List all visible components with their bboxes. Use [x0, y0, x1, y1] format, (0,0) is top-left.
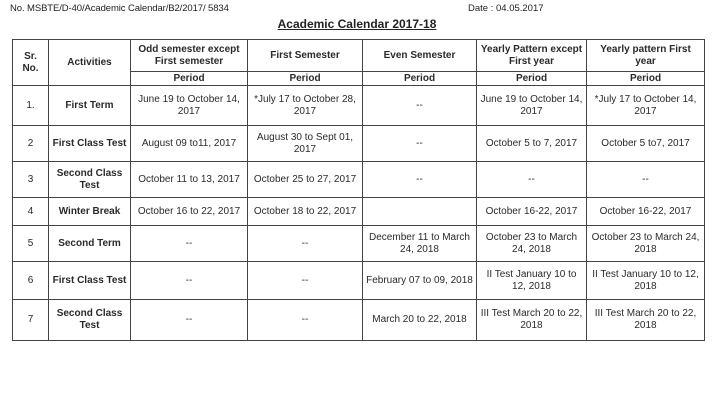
even-semester-cell: -- — [363, 162, 477, 198]
period-subheader: Period — [587, 72, 705, 86]
odd-semester-cell: June 19 to October 14, 2017 — [131, 86, 248, 126]
sr-number-cell: 5 — [13, 226, 49, 262]
table-row — [13, 300, 705, 341]
yearly-first-year-cell: October 23 to March 24, 2018 — [587, 226, 705, 262]
odd-semester-cell: August 09 to11, 2017 — [131, 126, 248, 162]
even-semester-cell: -- — [363, 86, 477, 126]
first-semester-cell: October 18 to 22, 2017 — [248, 198, 363, 226]
table-row — [13, 86, 705, 126]
first-semester-cell: -- — [248, 226, 363, 262]
academic-calendar-table — [12, 39, 705, 341]
yearly-first-year-cell: *July 17 to October 14, 2017 — [587, 86, 705, 126]
odd-semester-cell: -- — [131, 226, 248, 262]
column-header-yearly-first-year: Yearly pattern First year — [587, 40, 705, 72]
activity-cell: Second Class Test — [49, 300, 131, 341]
yearly-pattern-cell: October 5 to 7, 2017 — [477, 126, 587, 162]
odd-semester-cell: October 11 to 13, 2017 — [131, 162, 248, 198]
period-subheader: Period — [248, 72, 363, 86]
activity-cell: Second Class Test — [49, 162, 131, 198]
page-title: Academic Calendar 2017-18 — [277, 17, 437, 31]
even-semester-cell: March 20 to 22, 2018 — [363, 300, 477, 341]
even-semester-cell: -- — [363, 126, 477, 162]
sr-number-cell: 1. — [13, 86, 49, 126]
activity-cell: First Class Test — [49, 126, 131, 162]
table-row — [13, 162, 705, 198]
first-semester-cell: -- — [248, 300, 363, 341]
first-semester-cell: -- — [248, 262, 363, 300]
yearly-first-year-cell: October 16-22, 2017 — [587, 198, 705, 226]
odd-semester-cell: -- — [131, 262, 248, 300]
column-header-odd-semester: Odd semester except First semester — [131, 40, 248, 72]
sr-number-cell: 7 — [13, 300, 49, 341]
yearly-pattern-cell: III Test March 20 to 22, 2018 — [477, 300, 587, 341]
yearly-first-year-cell: -- — [587, 162, 705, 198]
column-header-activities: Activities — [49, 40, 131, 86]
period-subheader: Period — [131, 72, 248, 86]
yearly-first-year-cell: October 5 to7, 2017 — [587, 126, 705, 162]
table-row — [13, 126, 705, 162]
table-row — [13, 198, 705, 226]
even-semester-cell: February 07 to 09, 2018 — [363, 262, 477, 300]
yearly-first-year-cell: III Test March 20 to 22, 2018 — [587, 300, 705, 341]
activity-cell: Winter Break — [49, 198, 131, 226]
activity-cell: First Class Test — [49, 262, 131, 300]
activity-cell: Second Term — [49, 226, 131, 262]
document-date: Date : 04.05.2017 — [468, 3, 544, 14]
table-row — [13, 226, 705, 262]
sr-number-cell: 3 — [13, 162, 49, 198]
even-semester-cell: December 11 to March 24, 2018 — [363, 226, 477, 262]
column-header-yearly-pattern: Yearly Pattern except First year — [477, 40, 587, 72]
table-row — [13, 262, 705, 300]
column-header-sr-no: Sr. No. — [13, 40, 49, 86]
activity-cell: First Term — [49, 86, 131, 126]
odd-semester-cell: -- — [131, 300, 248, 341]
first-semester-cell: *July 17 to October 28, 2017 — [248, 86, 363, 126]
yearly-pattern-cell: June 19 to October 14, 2017 — [477, 86, 587, 126]
yearly-pattern-cell: II Test January 10 to 12, 2018 — [477, 262, 587, 300]
sr-number-cell: 2 — [13, 126, 49, 162]
yearly-pattern-cell: October 23 to March 24, 2018 — [477, 226, 587, 262]
yearly-pattern-cell: -- — [477, 162, 587, 198]
column-header-even-semester: Even Semester — [363, 40, 477, 72]
first-semester-cell: October 25 to 27, 2017 — [248, 162, 363, 198]
reference-number: No. MSBTE/D-40/Academic Calendar/B2/2017/ 5834 — [10, 3, 229, 14]
period-subheader: Period — [477, 72, 587, 86]
odd-semester-cell: October 16 to 22, 2017 — [131, 198, 248, 226]
even-semester-cell — [363, 198, 477, 226]
period-subheader: Period — [363, 72, 477, 86]
sr-number-cell: 6 — [13, 262, 49, 300]
sr-number-cell: 4 — [13, 198, 49, 226]
yearly-pattern-cell: October 16-22, 2017 — [477, 198, 587, 226]
column-header-first-semester: First Semester — [248, 40, 363, 72]
yearly-first-year-cell: II Test January 10 to 12, 2018 — [587, 262, 705, 300]
first-semester-cell: August 30 to Sept 01, 2017 — [248, 126, 363, 162]
